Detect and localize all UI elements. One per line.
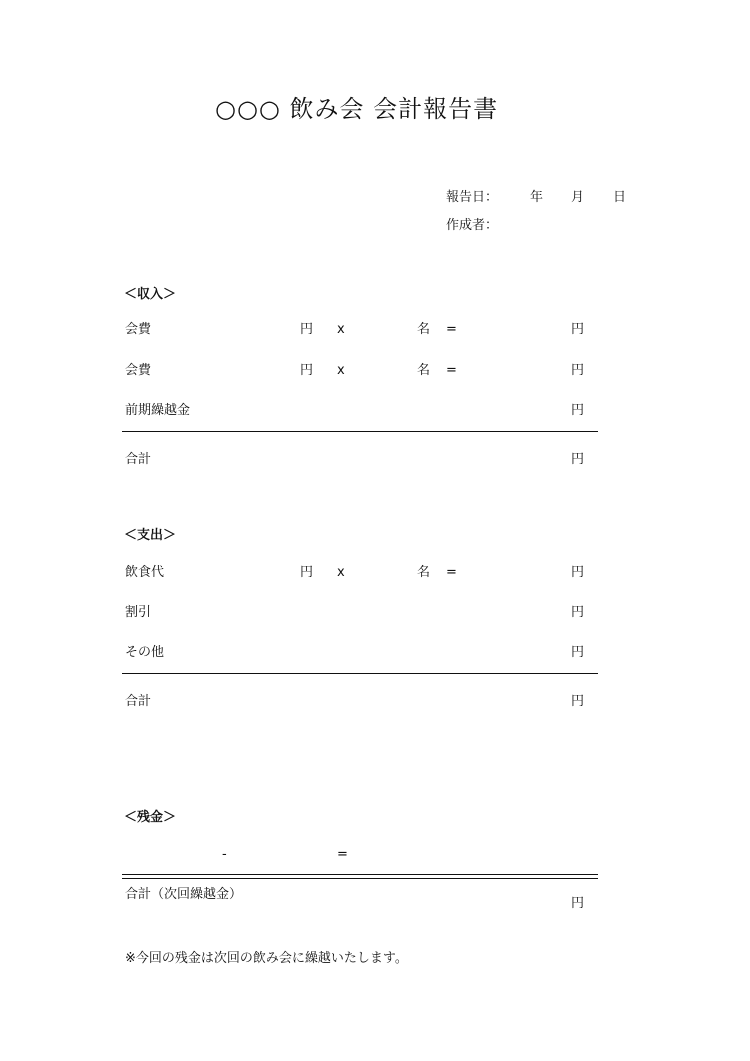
page-title: ○○○ 飲み会 会計報告書	[215, 95, 499, 123]
income-divider	[122, 431, 598, 432]
expense-row-label: 飲食代	[125, 565, 165, 580]
balance-double-divider	[122, 874, 598, 879]
footnote: ※今回の残金は次回の飲み会に繰越いたします。	[125, 951, 408, 966]
expense-row-equals: =	[446, 565, 457, 580]
expense-divider	[122, 673, 598, 674]
income-total-label: 合計	[125, 452, 152, 467]
income-row-label: 前期繰越金	[125, 403, 191, 418]
day-label: 日	[613, 190, 627, 205]
income-row-times: x	[337, 363, 345, 378]
expense-row-people: 名	[417, 565, 431, 580]
author-label: 作成者：	[446, 218, 499, 233]
income-row-equals: =	[446, 363, 457, 378]
expense-row-label: 割引	[125, 605, 152, 620]
expense-row-total-yen: 円	[571, 565, 585, 580]
expense-total-yen: 円	[571, 694, 585, 709]
income-row-people: 名	[417, 363, 431, 378]
report-date-label: 報告日：	[446, 190, 499, 205]
balance-minus: -	[222, 847, 227, 862]
income-row-unit-yen: 円	[300, 322, 314, 337]
expense-header: ＜支出＞	[124, 528, 177, 543]
expense-row-unit-yen: 円	[300, 565, 314, 580]
balance-header: ＜残金＞	[124, 810, 177, 825]
balance-equals: =	[337, 847, 348, 862]
balance-total-label: 合計（次回繰越金）	[125, 887, 243, 902]
expense-total-label: 合計	[125, 694, 152, 709]
income-row-times: x	[337, 322, 345, 337]
balance-total-yen: 円	[571, 896, 585, 911]
expense-row-label: その他	[125, 645, 165, 660]
income-row-total-yen: 円	[571, 403, 585, 418]
income-total-yen: 円	[571, 452, 585, 467]
income-row-unit-yen: 円	[300, 363, 314, 378]
expense-row-times: x	[337, 565, 345, 580]
expense-row-total-yen: 円	[571, 605, 585, 620]
income-row-equals: =	[446, 322, 457, 337]
income-row-label: 会費	[125, 363, 152, 378]
expense-row-total-yen: 円	[571, 645, 585, 660]
income-header: ＜収入＞	[124, 287, 177, 302]
income-row-total-yen: 円	[571, 363, 585, 378]
income-row-total-yen: 円	[571, 322, 585, 337]
income-row-people: 名	[417, 322, 431, 337]
income-row-label: 会費	[125, 322, 152, 337]
year-label: 年	[530, 190, 544, 205]
month-label: 月	[571, 190, 585, 205]
